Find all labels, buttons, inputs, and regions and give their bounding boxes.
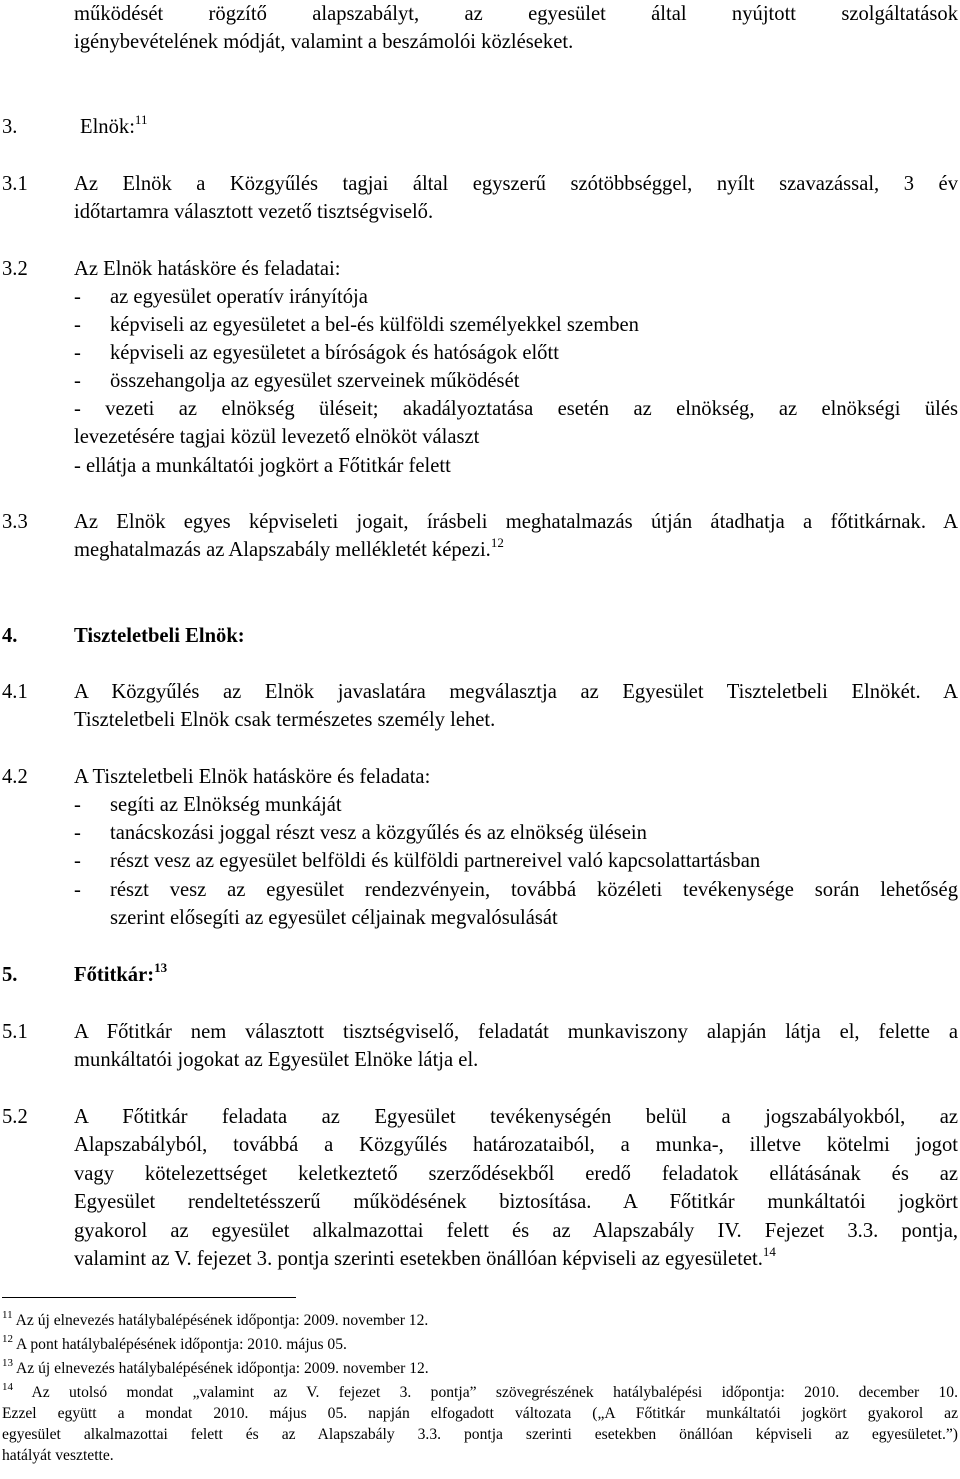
section-4-number: 4. [2,625,18,647]
footnote-number: 11 [2,1309,13,1321]
list-item-line-2: szerint elősegíti az egyesület céljainak megvalósulását [110,907,558,930]
list-dash: - [74,286,81,308]
list-item-multiline [110,876,958,933]
footnote-separator [2,1297,296,1298]
para-3-3-number: 3.3 [2,511,28,533]
list-item: segíti az Elnökség munkáját [110,794,342,816]
footnote-ref-11: 11 [134,112,148,127]
footnote-ref-14: 14 [762,1244,776,1260]
section-5-number: 5. [2,964,18,986]
section-3-title: Elnök: [80,116,135,138]
list-item: részt vesz az egyesület belföldi és külföldi partnereivel való kapcsolattartásban [110,850,761,872]
para-5-2-line: Alapszabályból, továbbá a Közgyűlés határozataiból, a munka-, illetve kötelmi jogot [74,1134,958,1157]
para-4-2-number: 4.2 [2,766,28,788]
list-item-last: - ellátja a munkáltatói jogkört a Főtitkár felett [74,454,451,477]
para-4-1-line-2: Tiszteletbeli Elnök csak természetes személy lehet. [74,709,496,732]
footnote-text: A pont hatálybalépésének időpontja: 2010. május 05. [16,1336,347,1353]
footnote-14-line-3: egyesület alkalmazottai felett és az Alapszabály 3.3. pontja szerinti esetekben önállóan képviseli az egyesületet.”) [2,1426,958,1443]
para-3-1-line-1: Az Elnök a Közgyűlés tagjai által egyszerű szótöbbséggel, nyílt szavazással, 3 év [74,173,958,195]
footnote-number: 13 [2,1357,13,1369]
list-item-long-line-1: - vezeti az elnökség üléseit; akadályoztatása esetén az elnökség, az elnökségi ülés [74,398,958,420]
footnote-ref-13: 13 [154,960,168,975]
para-5-2-last-text: valamint az V. fejezet 3. pontja szerinti esetekben önállóan képviseli az egyesületet. [74,1248,763,1271]
list-item: az egyesület operatív irányítója [110,286,368,308]
list-dash: - [74,850,81,872]
para-4-2-heading: A Tiszteletbeli Elnök hatásköre és feladata: [74,766,431,788]
footnote-12 [2,1334,958,1355]
footnote-ref-12: 12 [490,535,504,551]
section-3-number: 3. [2,116,18,138]
para-5-1 [74,1018,958,1075]
list-dash: - [74,879,81,901]
para-3-1-number: 3.1 [2,173,28,195]
list-dash: - [74,314,81,336]
para-3-3 [74,508,958,565]
para-3-3-line-2 [74,536,958,564]
footnote-14-line-1: Az utolsó mondat „valamint az V. fejezet 3. pontja” szövegrészének hatálybalépési időpontja: 2010. december 10. [31,1384,959,1401]
section-5-heading [74,961,167,989]
list-dash: - [74,370,81,392]
section-3-heading [80,113,147,141]
footnote-text: Az új elnevezés hatálybalépésének időpontja: 2009. november 12. [15,1312,429,1329]
list-item-long [74,395,958,480]
intro-paragraph [74,0,958,57]
para-5-2-last-line [74,1245,958,1273]
footnote-number: 12 [2,1333,13,1345]
para-5-2-line: gyakorol az egyesület alkalmazottai felett és az Alapszabály IV. Fejezet 3.3. pontja, [74,1219,958,1242]
para-4-1 [74,678,958,735]
para-3-2-number: 3.2 [2,258,28,280]
list-item-long-line-2: levezetésére tagjai közül levezető elnököt választ [74,426,480,449]
section-4-title: Tiszteletbeli Elnök: [74,625,245,647]
list-item: képviseli az egyesületet a bel-és külföldi személyekkel szemben [110,314,639,336]
para-5-2-line: A Főtitkár feladata az Egyesület tevékenységén belül a jogszabályokból, az [74,1106,958,1128]
para-3-1 [74,170,958,227]
footnote-11 [2,1310,958,1331]
para-5-1-line-2: munkáltatói jogokat az Egyesület Elnöke látja el. [74,1049,479,1072]
footnote-text: Az új elnevezés hatálybalépésének időpontja: 2009. november 12. [16,1360,429,1377]
section-5-title: Főtitkár: [74,964,155,986]
para-5-1-line-1: A Főtitkár nem választott tisztségviselő, feladatát munkaviszony alapján látja el, felette a [74,1021,958,1043]
footnote-14-line-4: hatályát vesztette. [2,1447,114,1464]
para-3-3-line-1: Az Elnök egyes képviseleti jogait, írásbeli meghatalmazás útján átadhatja a főtitkárnak. A [74,511,958,533]
intro-line-1: működését rögzítő alapszabályt, az egyesület által nyújtott szolgáltatások [74,3,958,25]
para-3-3-line-2-text: meghatalmazás az Alapszabály mellékletét képezi. [74,539,491,562]
list-dash: - [74,822,81,844]
list-dash: - [74,342,81,364]
para-3-1-line-2: időtartamra választott vezető tisztségviselő. [74,201,434,224]
para-3-2-heading: Az Elnök hatásköre és feladatai: [74,258,341,280]
list-dash: - [74,794,81,816]
para-4-1-number: 4.1 [2,681,28,703]
para-5-1-number: 5.1 [2,1021,28,1043]
intro-line-2: igénybevételének módját, valamint a beszámolói közléseket. [74,31,574,54]
list-item: tanácskozási joggal részt vesz a közgyűlés és az elnökség ülésein [110,822,647,844]
footnote-14-line-2: Ezzel együtt a mondat 2010. május 05. napján elfogadott változata („A Főtitkár munkáltatói jogkört gyakorol az [2,1405,958,1422]
para-4-1-line-1: A Közgyűlés az Elnök javaslatára megválasztja az Egyesület Tiszteletbeli Elnökét. A [74,681,958,703]
para-5-2 [74,1103,958,1273]
para-5-2-number: 5.2 [2,1106,28,1128]
para-5-2-line: vagy kötelezettséget keletkeztető szerződésekből eredő feladatok ellátásának és az [74,1162,958,1185]
list-item: összehangolja az egyesület szerveinek működését [110,370,520,392]
footnote-14 [2,1382,958,1466]
footnote-13 [2,1358,958,1379]
para-5-2-line: Egyesület rendeltetésszerű működésének biztosítása. A Főtitkár munkáltatói jogkört [74,1191,958,1214]
list-item-line-1: részt vesz az egyesület rendezvényein, továbbá közéleti tevékenysége során lehetőség [110,879,958,901]
footnote-number: 14 [2,1381,13,1393]
list-item: képviseli az egyesületet a bíróságok és hatóságok előtt [110,342,559,364]
